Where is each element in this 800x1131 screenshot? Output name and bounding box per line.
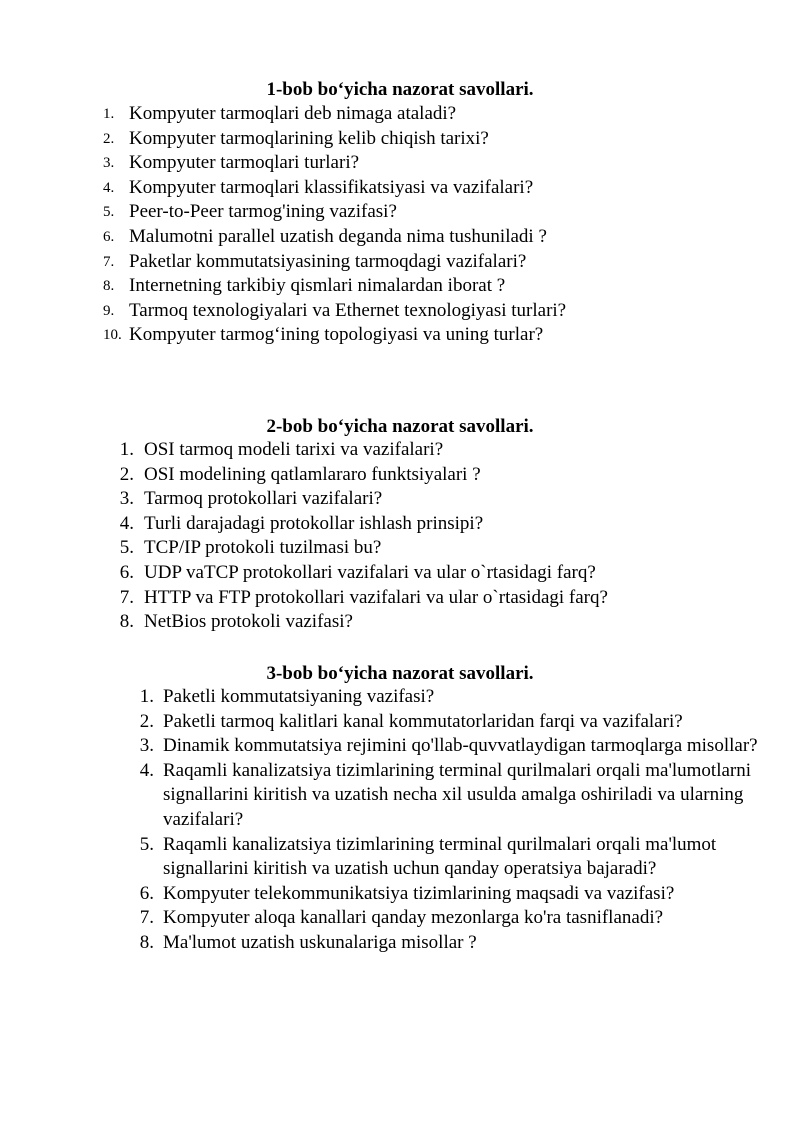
list-item <box>112 536 752 561</box>
item-number: 5. <box>139 833 154 855</box>
item-number: 6. <box>119 561 134 583</box>
item-number: 6. <box>103 228 115 245</box>
item-number: 3. <box>103 155 115 172</box>
list-item <box>112 512 752 537</box>
item-text: Paketli kommutatsiyaning vazifasi? <box>163 686 435 707</box>
item-text: Malumotni parallel uzatish deganda nima tushuniladi ? <box>129 225 547 247</box>
item-number: 1. <box>103 106 115 122</box>
item-number: 5. <box>103 204 115 221</box>
list-item <box>103 274 743 299</box>
section-1-heading: 1-bob bo‘yicha nazorat savollari. <box>266 79 534 100</box>
item-text: HTTP va FTP protokollari vazifalari va ular o`rtasidagi farq? <box>144 586 608 608</box>
list-item <box>130 906 760 931</box>
list-item <box>112 610 752 635</box>
list-item <box>103 200 743 225</box>
item-number: 1. <box>119 439 134 460</box>
section-3-heading: 3-bob bo‘yicha nazorat savollari. <box>266 663 534 684</box>
item-number: 3. <box>139 735 154 757</box>
list-item <box>130 882 760 907</box>
item-number: 3. <box>119 488 134 510</box>
item-number: 6. <box>139 882 154 904</box>
list-item <box>112 586 752 611</box>
item-text: Kompyuter tarmoqlari deb nimaga ataladi? <box>129 103 457 124</box>
list-item <box>103 299 743 324</box>
item-text: Kompyuter tarmoqlari klassifikatsiyasi va vazifalari? <box>129 176 534 198</box>
item-number: 4. <box>103 179 115 196</box>
item-text: Raqamli kanalizatsiya tizimlarining terminal qurilmalari orqali ma'lumot signallarini kiritish va uzatish uchun qanday operatsiya bajaradi? <box>163 833 717 880</box>
list-item <box>103 323 743 348</box>
section-3-question-list <box>130 685 760 956</box>
item-text: Paketlar kommutatsiyasining tarmoqdagi vazifalari? <box>129 250 527 272</box>
item-number: 8. <box>139 931 154 953</box>
item-text: Dinamik kommutatsiya rejimini qo'llab-quvvatlaydigan tarmoqlarga misollar? <box>163 735 758 757</box>
list-item <box>130 931 760 956</box>
list-item <box>103 102 743 127</box>
item-text: Kompyuter aloqa kanallari qanday mezonlarga ko'ra tasniflanadi? <box>163 907 664 929</box>
item-number: 10. <box>103 327 122 344</box>
item-number: 9. <box>103 302 115 319</box>
section-1-question-list <box>103 102 743 348</box>
list-item <box>103 225 743 250</box>
list-item <box>130 833 760 882</box>
item-number: 7. <box>139 907 154 929</box>
item-number: 8. <box>119 611 134 633</box>
item-text: NetBios protokoli vazifasi? <box>144 611 353 633</box>
item-text: Peer-to-Peer tarmog'ining vazifasi? <box>129 201 397 223</box>
item-text: Kompyuter tarmoqlarining kelib chiqish tarixi? <box>129 127 489 149</box>
item-text: Kompyuter telekommunikatsiya tizimlarining maqsadi va vazifasi? <box>163 882 675 904</box>
item-number: 8. <box>103 278 115 295</box>
list-item <box>130 710 760 735</box>
item-text: OSI modelining qatlamlararo funktsiyalari ? <box>144 463 481 485</box>
list-item <box>130 759 760 833</box>
item-text: Tarmoq texnologiyalari va Ethernet texnologiyasi turlari? <box>129 299 567 321</box>
item-number: 2. <box>119 463 134 485</box>
list-item <box>103 151 743 176</box>
item-number: 7. <box>119 586 134 608</box>
item-number: 5. <box>119 537 134 559</box>
item-number: 2. <box>139 710 154 732</box>
list-item <box>112 561 752 586</box>
list-item <box>112 463 752 488</box>
item-text: Kompyuter tarmoqlari turlari? <box>129 152 360 174</box>
item-text: Kompyuter tarmog‘ining topologiyasi va uning turlar? <box>129 324 544 346</box>
list-item <box>130 685 760 710</box>
section-2-question-list <box>112 438 752 635</box>
item-text: Raqamli kanalizatsiya tizimlarining terminal qurilmalari orqali ma'lumotlarni signallarini kiritish va uzatish necha xil usulda amalga oshiriladi va ularning vazifalari? <box>163 759 752 830</box>
item-text: Ma'lumot uzatish uskunalariga misollar ? <box>163 931 477 953</box>
item-text: Paketli tarmoq kalitlari kanal kommutatorlaridan farqi va vazifalari? <box>163 710 683 732</box>
item-number: 2. <box>103 130 115 147</box>
item-number: 1. <box>139 686 154 707</box>
item-number: 4. <box>119 512 134 534</box>
item-number: 7. <box>103 253 115 270</box>
list-item <box>112 438 752 463</box>
item-text: OSI tarmoq modeli tarixi va vazifalari? <box>144 439 444 460</box>
item-text: Tarmoq protokollari vazifalari? <box>144 488 383 510</box>
item-text: Turli darajadagi protokollar ishlash prinsipi? <box>144 512 484 534</box>
item-text: TCP/IP protokoli tuzilmasi bu? <box>144 537 382 559</box>
item-text: Internetning tarkibiy qismlari nimalardan iborat ? <box>129 275 506 297</box>
list-item <box>130 734 760 759</box>
list-item <box>103 250 743 275</box>
list-item <box>112 487 752 512</box>
item-number: 4. <box>139 759 154 781</box>
list-item <box>103 176 743 201</box>
list-item <box>103 127 743 152</box>
item-text: UDP vaTCP protokollari vazifalari va ular o`rtasidagi farq? <box>144 561 596 583</box>
section-2-heading: 2-bob bo‘yicha nazorat savollari. <box>266 416 534 437</box>
